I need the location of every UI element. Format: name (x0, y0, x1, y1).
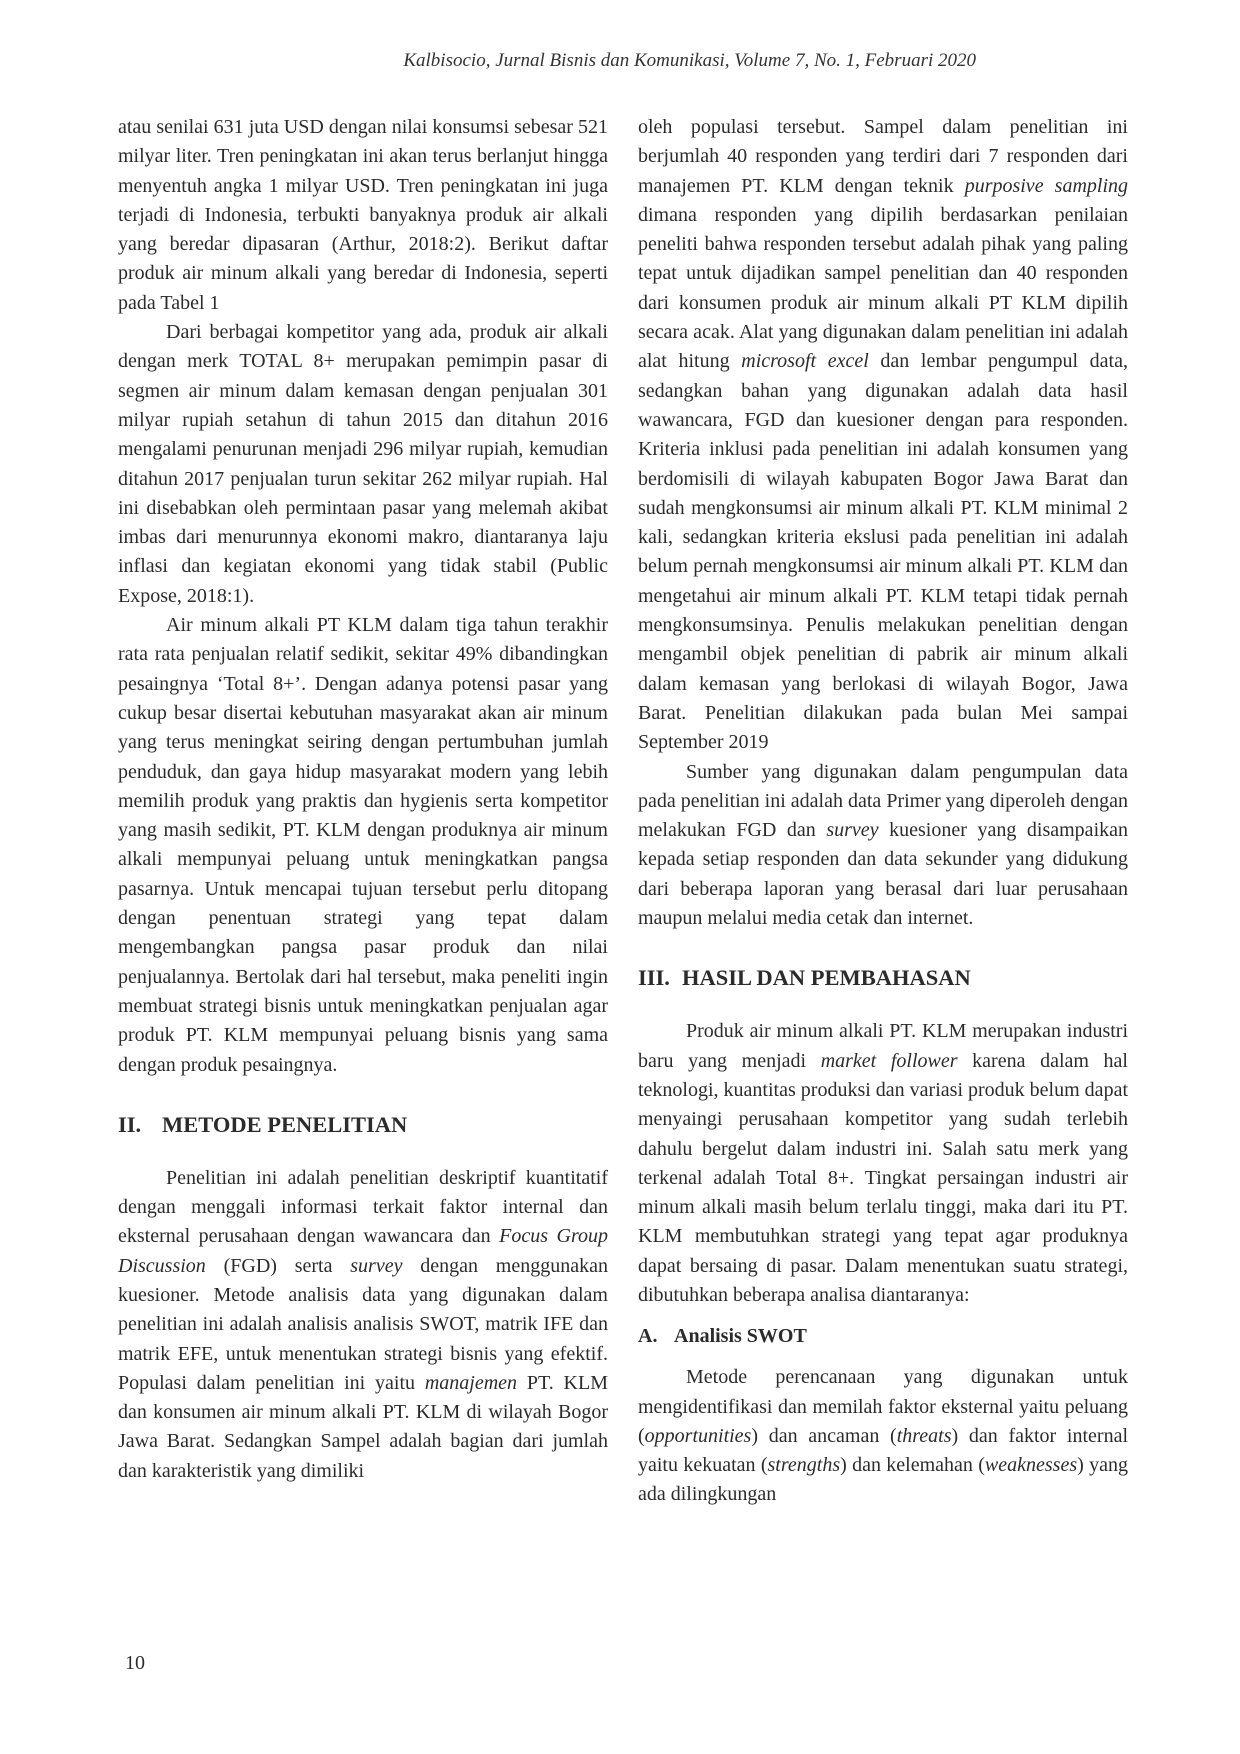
italic-term: weaknesses (984, 1454, 1078, 1477)
text-run: PT. KLM dan konsumen air minum alkali PT. KLM di wilayah Bogor Jawa Barat. Sedangkan Sampel adalah bagian dari jumlah dan karakteristik yang dimiliki (118, 1371, 608, 1482)
paragraph (638, 113, 1128, 758)
running-header: Kalbisocio, Jurnal Bisnis dan Komunikasi, Volume 7, No. 1, Februari 2020 (403, 50, 976, 71)
text-run: ) dan ancaman ( (751, 1424, 897, 1447)
section-title: HASIL DAN PEMBAHASAN (682, 965, 971, 991)
paragraph: Dari berbagai kompetitor yang ada, produk air alkali dengan merk TOTAL 8+ merupakan pemimpin pasar di segmen air minum dalam kemasan dengan penjualan 301 milyar rupiah setahun di tahun 2015 dan ditahun 2016 mengalami penurunan menjadi 296 milyar rupiah, kemudian ditahun 2017 penjualan turun sekitar 262 milyar rupiah. Hal ini disebabkan oleh permintaan pasar yang melemah akibat imbas dari menurunnya ekonomi makro, diantaranya laju inflasi dan kegiatan ekonomi yang tidak stabil (Public Expose, 2018:1). (118, 321, 608, 607)
page-number: 10 (125, 1652, 145, 1674)
text-run: ) yang ada dilingkungan (638, 1454, 1128, 1506)
paragraph (638, 1363, 1128, 1509)
italic-term: purposive sampling (964, 174, 1128, 197)
paragraph (118, 1164, 608, 1486)
section-title: METODE PENELITIAN (162, 1111, 408, 1137)
paragraph: Air minum alkali PT KLM dalam tiga tahun terakhir rata rata penjualan relatif sedikit, sekitar 49% dibandingkan pesaingnya ‘Total 8+’. Dengan adanya potensi pasar yang cukup besar disertai kebutuhan masyarakat akan air minum yang terus meningkat seiring dengan pertumbuhan jumlah penduduk, dan gaya hidup masyarakat modern yang lebih memilih produk yang praktis dan hygienis serta kompetitor yang masih sedikit, PT. KLM dengan produknya air minum alkali mempunyai peluang untuk meningkatkan pangsa pasarnya. Untuk mencapai tujuan tersebut perlu ditopang dengan penentuan strategi yang tepat dalam mengembangkan pangsa pasar produk dan nilai penjualannya. Bertolak dari hal tersebut, maka peneliti ingin membuat strategi bisnis untuk meningkatkan penjualan agar produk PT. KLM mempunyai peluang bisnis yang sama dengan produk pesaingnya. (118, 614, 608, 1076)
italic-term: Focus Group Discussion (118, 1225, 608, 1277)
paragraph (638, 1017, 1128, 1310)
italic-term: survey (826, 819, 879, 842)
section-number: III. (638, 965, 670, 991)
section-heading-metode (118, 1110, 608, 1140)
right-column (638, 113, 1128, 1510)
text-run: dan lembar pengumpul data, sedangkan bahan yang digunakan adalah data hasil wawancara, FGD dan kuesioner dengan para responden. Kriteria inklusi pada penelitian ini adalah konsumen yang berdomisili di wilayah kabupaten Bogor Jawa Barat dan sudah mengkonsumsi air minum alkali PT. KLM minimal 2 kali, sedangkan kriteria ekslusi pada penelitian ini adalah belum pernah mengkonsumsi air minum alkali PT. KLM dan mengetahui air minum alkali PT. KLM tetapi tidak pernah mengkonsumsinya. Penulis melakukan penelitian dengan mengambil objek penelitian di pabrik air minum alkali dalam kemasan yang berlokasi di wilayah Bogor, Jawa Barat. Penelitian dilakukan pada bulan Mei sampai September 2019 (638, 350, 1128, 754)
section-heading-hasil (638, 963, 1128, 993)
text-run: Metode perencanaan yang digunakan untuk mengidentifikasi dan memilah faktor eksternal yaitu peluang ( (638, 1366, 1128, 1447)
text-run: ) dan faktor internal yaitu kekuatan ( (638, 1424, 1129, 1477)
italic-term: market follower (820, 1049, 958, 1072)
text-run: ) dan kelemahan ( (840, 1454, 985, 1477)
italic-term: survey (350, 1254, 403, 1277)
italic-term: opportunities (644, 1424, 752, 1447)
text-run: karena dalam hal teknologi, kuantitas produksi dan variasi produk belum dapat menyaingi perusahaan kompetitor yang sudah terlebih dahulu bergelut dalam industri ini. Salah satu merk yang terkenal adalah Total 8+. Tingkat persaingan industri air minum alkali masih belum terlalu tinggi, maka dari itu PT. KLM membutuhkan strategi yang tepat agar produknya dapat bersaing di pasar. Dalam menentukan suatu strategi, dibutuhkan beberapa analisa diantaranya: (638, 1049, 1128, 1306)
text-run: Sumber yang digunakan dalam pengumpulan data pada penelitian ini adalah data Primer yang diperoleh dengan melakukan FGD dan (638, 760, 1128, 842)
text-run: Produk air minum alkali PT. KLM merupakan industri baru yang menjadi (638, 1020, 1128, 1072)
left-column (118, 113, 608, 1486)
text-run: Penelitian ini adalah penelitian deskriptif kuantitatif dengan menggali informasi terkait faktor internal dan eksternal perusahaan dengan wawancara dan (118, 1166, 608, 1248)
paragraph (638, 758, 1128, 934)
italic-term: manajemen (424, 1371, 518, 1394)
text-run: oleh populasi tersebut. Sampel dalam penelitian ini berjumlah 40 responden yang terdiri dari 7 responden dari manajemen PT. KLM dengan teknik (638, 116, 1128, 197)
italic-term: threats (896, 1424, 952, 1447)
paragraph: atau senilai 631 juta USD dengan nilai konsumsi sebesar 521 milyar liter. Tren peningkatan ini akan terus berlanjut hingga menyentuh angka 1 milyar USD. Tren peningkatan ini juga terjadi di Indonesia, terbukti banyaknya produk air alkali yang beredar dipasaran (Arthur, 2018:2). Berikut daftar produk air minum alkali yang beredar di Indonesia, seperti pada Tabel 1 (118, 116, 608, 314)
italic-term: microsoft excel (741, 350, 869, 373)
italic-term: strengths (767, 1454, 841, 1477)
subsection-heading-swot (638, 1322, 1128, 1351)
section-number: II. (118, 1111, 142, 1137)
subsection-number: A. (638, 1325, 658, 1348)
text-run: kuesioner yang disampaikan kepada setiap responden dan data sekunder yang didukung dari beberapa laporan yang berasal dari luar perusahaan maupun melalui media cetak dan internet. (638, 819, 1128, 930)
subsection-title: Analisis SWOT (674, 1325, 807, 1348)
text-run: (FGD) serta (205, 1254, 351, 1277)
text-run: dimana responden yang dipilih berdasarkan penilaian peneliti bahwa responden tersebut adalah pihak yang paling tepat untuk dijadikan sampel penelitian dan 40 responden dari konsumen produk air minum alkali PT KLM dipilih secara acak. Alat yang digunakan dalam penelitian ini adalah alat hitung (638, 203, 1128, 373)
text-run: dengan menggunakan kuesioner. Metode analisis data yang digunakan dalam penelitian ini adalah analisis analisis SWOT, matrik IFE dan matrik EFE, untuk menentukan strategi bisnis yang efektif. Populasi dalam penelitian ini yaitu (118, 1254, 608, 1394)
